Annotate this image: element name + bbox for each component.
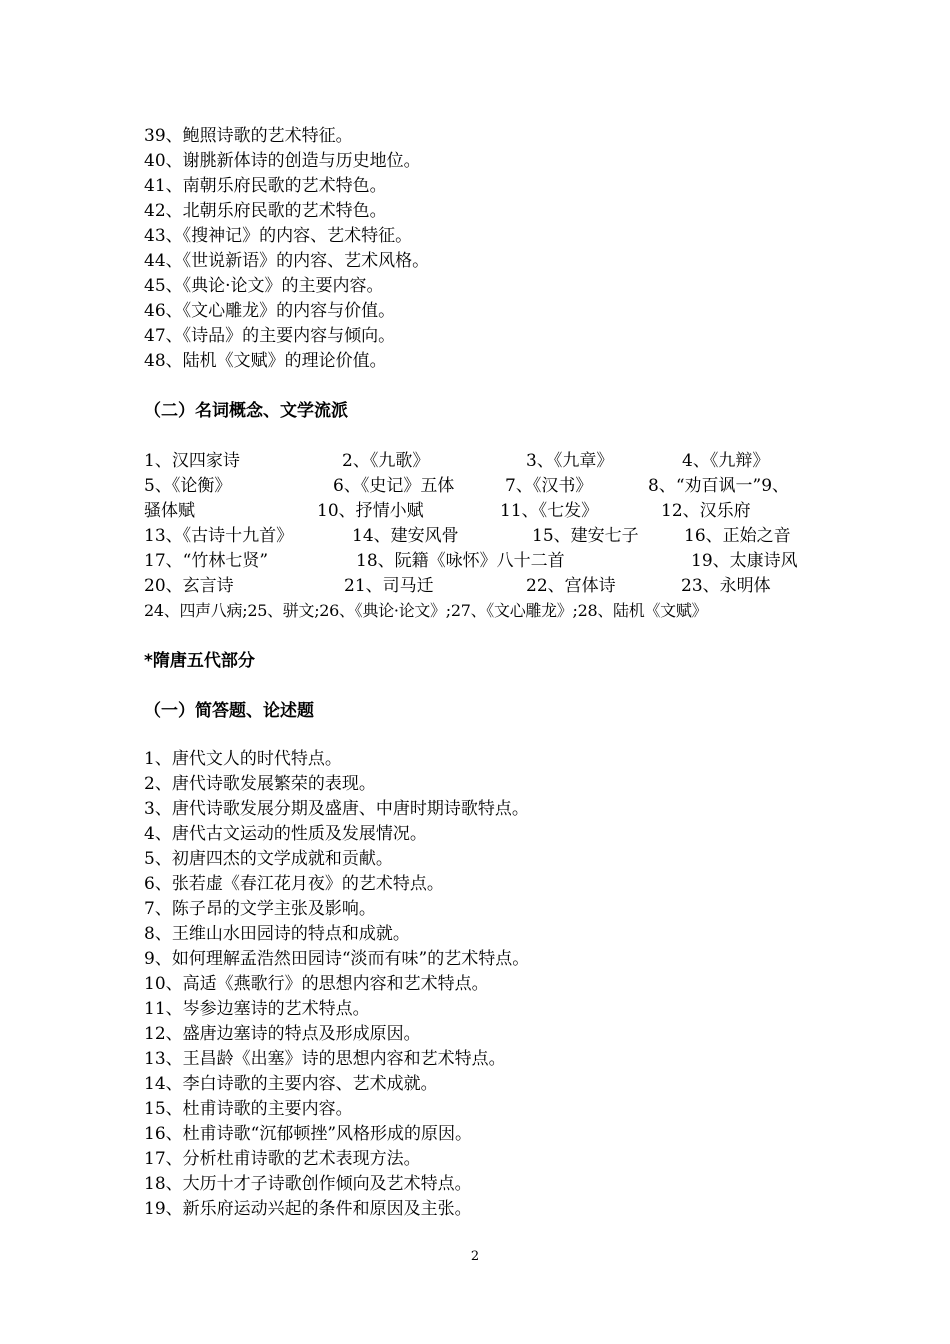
term-item: 20、玄言诗 [144,576,234,596]
term-item: 11、《七发》 [500,501,599,521]
list-item: 12、盛唐边塞诗的特点及形成原因。 [144,1024,421,1044]
term-item: 5、《论衡》 [144,476,232,496]
term-item: 18、阮籍《咏怀》八十二首 [356,551,565,571]
term-item: 14、建安风骨 [352,526,459,546]
list-item: 2、唐代诗歌发展繁荣的表现。 [144,774,376,794]
section-heading-terms: （二）名词概念、文学流派 [144,401,348,421]
list-item: 8、王维山水田园诗的特点和成就。 [144,924,410,944]
term-item: 3、《九章》 [526,451,614,471]
list-item: 15、杜甫诗歌的主要内容。 [144,1099,353,1119]
term-item: 4、《九辩》 [682,451,770,471]
list-item: 9、如何理解孟浩然田园诗“淡而有味”的艺术特点。 [144,949,530,969]
list-item: 42、北朝乐府民歌的艺术特色。 [144,201,387,221]
list-item: 40、谢朓新体诗的创造与历史地位。 [144,151,421,171]
section-heading-questions: （一）简答题、论述题 [144,701,314,721]
term-item: 17、“竹林七贤” [144,551,269,571]
list-item: 17、分析杜甫诗歌的艺术表现方法。 [144,1149,421,1169]
term-item: 24、四声八病;25、骈文;26、《典论·论文》;27、《文心雕龙》;28、陆机《文赋》 [144,601,708,620]
term-item: 6、《史记》五体 [333,476,455,496]
list-item: 4、唐代古文运动的性质及发展情况。 [144,824,427,844]
term-item: 15、建安七子 [532,526,639,546]
term-item: 骚体赋 [144,501,195,521]
term-item: 23、永明体 [681,576,771,596]
list-item: 13、王昌龄《出塞》诗的思想内容和艺术特点。 [144,1049,506,1069]
term-item: 10、抒情小赋 [317,501,424,521]
list-item: 10、高适《燕歌行》的思想内容和艺术特点。 [144,974,489,994]
term-item: 19、太康诗风 [691,551,798,571]
list-item: 46、《文心雕龙》的内容与价值。 [144,301,396,321]
list-item: 5、初唐四杰的文学成就和贡献。 [144,849,393,869]
part-heading: *隋唐五代部分 [144,651,255,671]
list-item: 11、岑参边塞诗的艺术特点。 [144,999,370,1019]
term-item: 22、宫体诗 [526,576,616,596]
list-item: 43、《搜神记》的内容、艺术特征。 [144,226,413,246]
list-item: 7、陈子昂的文学主张及影响。 [144,899,376,919]
list-item: 41、南朝乐府民歌的艺术特色。 [144,176,387,196]
list-item: 48、陆机《文赋》的理论价值。 [144,351,387,371]
term-item: 1、汉四家诗 [144,451,240,471]
list-item: 3、唐代诗歌发展分期及盛唐、中唐时期诗歌特点。 [144,799,529,819]
term-item: 16、正始之音 [684,526,791,546]
list-item: 19、新乐府运动兴起的条件和原因及主张。 [144,1199,472,1219]
term-item: 13、《古诗十九首》 [144,526,294,546]
list-item: 39、鲍照诗歌的艺术特征。 [144,126,353,146]
list-item: 6、张若虚《春江花月夜》的艺术特点。 [144,874,444,894]
list-item: 44、《世说新语》的内容、艺术风格。 [144,251,430,271]
term-item: 8、“劝百讽一”9、 [648,476,790,496]
term-item: 12、汉乐府 [661,501,751,521]
list-item: 18、大历十才子诗歌创作倾向及艺术特点。 [144,1174,472,1194]
list-item: 47、《诗品》的主要内容与倾向。 [144,326,396,346]
list-item: 45、《典论·论文》的主要内容。 [144,276,384,296]
list-item: 1、唐代文人的时代特点。 [144,749,342,769]
term-item: 7、《汉书》 [505,476,593,496]
term-item: 2、《九歌》 [342,451,430,471]
list-item: 14、李白诗歌的主要内容、艺术成就。 [144,1074,438,1094]
list-item: 16、杜甫诗歌“沉郁顿挫”风格形成的原因。 [144,1124,473,1144]
term-item: 21、司马迁 [344,576,434,596]
page-number: 2 [470,1249,480,1264]
